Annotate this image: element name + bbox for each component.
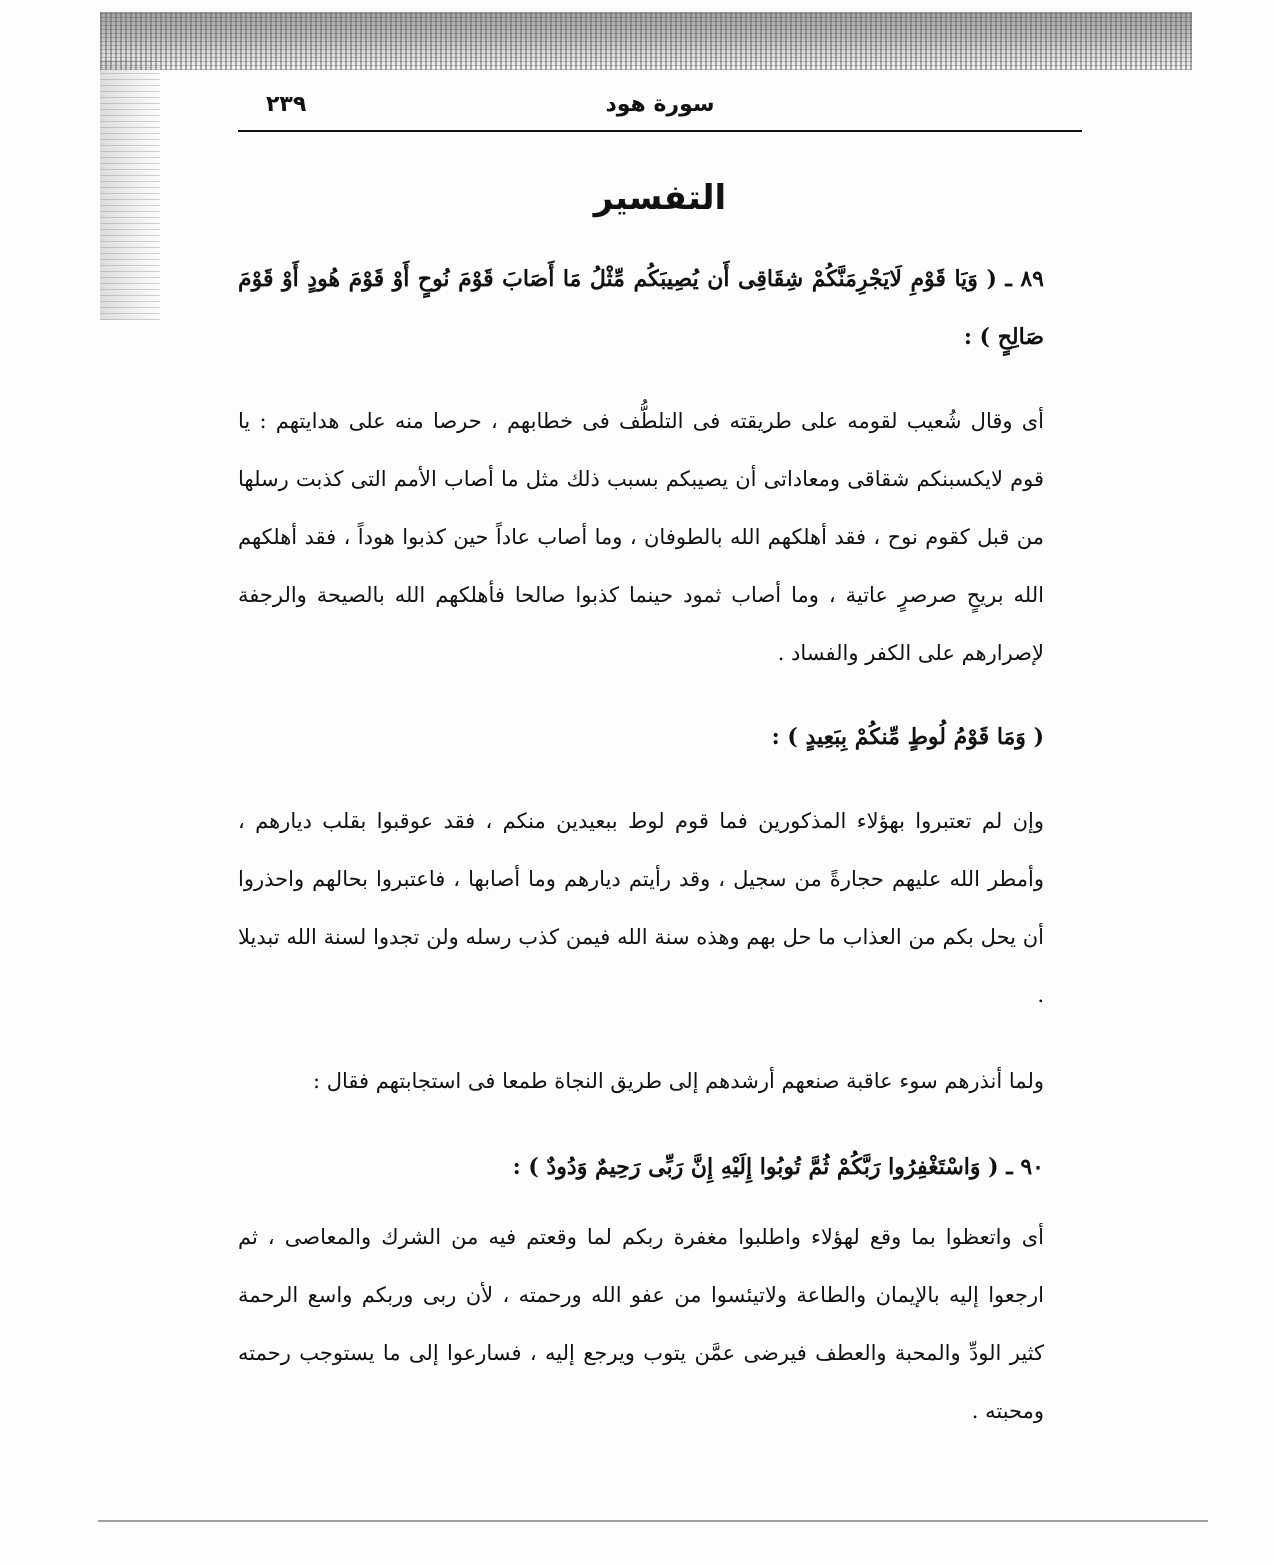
- verse-90: ٩٠ ـ ( وَاسْتَغْفِرُوا رَبَّكُمْ ثُمَّ تُوبُوا إِلَيْهِ إِنَّ رَبِّى رَحِيمٌ وَدُودٌ ) :: [512, 1154, 1044, 1180]
- paragraph-commentary-lut: وإن لم تعتبروا بهؤلاء المذكورين فما قوم لوط ببعيدين منكم ، فقد عوقبوا بقلب ديارهم ، وأمطر الله عليهم حجارةً من سجيل ، وقد رأيتم ديارهم وما أصابها ، فاعتبروا بحالهم واحذروا أن يحل بكم من العذاب ما حل بهم وهذه سنة الله فيمن كذب رسله ولن تجدوا لسنة الله تبديلا .: [238, 809, 1044, 1007]
- paragraph-commentary-89: أى وقال شُعيب لقومه على طريقته فى التلطُّف فى خطابهم ، حرصا منه على هدايتهم : يا قوم لايكسبنكم شقاقى ومعاداتى أن يصيبكم بسبب ذلك مثل ما أصاب الأمم التى كذبت رسلها من قبل كقوم نوح ، فقد أهلكهم الله بالطوفان ، وما أصاب عاداً حين كذبوا هوداً ، فقد أهلكهم الله بريحٍ صرصرٍ عاتية ، وما أصاب ثمود حينما كذبوا صالحا فأهلكهم الله بالصيحة والرجفة لإصرارهم على الكفر والفساد .: [238, 409, 1044, 665]
- verse-lut: ( وَمَا قَوْمُ لُوطٍ مِّنكُمْ بِبَعِيدٍ ) :: [771, 724, 1044, 750]
- scan-noise-top: [100, 12, 1192, 70]
- scan-noise-left: [100, 60, 160, 320]
- page-header: [238, 92, 1082, 132]
- paragraph-commentary-90: أى واتعظوا بما وقع لهؤلاء واطلبوا مغفرة ربكم لما وقعتم فيه من الشرك والمعاصى ، ثم ارجعوا إليه بالإيمان والطاعة ولاتيئسوا من عفو الله ورحمته ، لأن ربى وربكم واسع الرحمة كثير الودِّ والمحبة والعطف فيرضى عمَّن يتوب ويرجع إليه ، فسارعوا إلى ما يستوجب رحمته ومحبته .: [238, 1225, 1044, 1423]
- section-title: التفسير: [593, 178, 727, 218]
- page-number: ٢٣٩: [266, 92, 307, 117]
- verse-89: ٨٩ ـ ( وَيَا قَوْمِ لَايَجْرِمَنَّكُمْ شِقَاقِى أَن يُصِيبَكُم مِّثْلُ مَا أَصَابَ قَوْمَ نُوحٍ أَوْ قَوْمَ هُودٍ أَوْ قَوْمَ صَالِحٍ ) :: [238, 266, 1044, 350]
- paragraph-transition: ولما أنذرهم سوء عاقبة صنعهم أرشدهم إلى طريق النجاة طمعا فى استجابتهم فقال :: [312, 1069, 1044, 1093]
- running-title: سورة هود: [605, 92, 715, 117]
- scan-edge-bottom: [98, 1520, 1208, 1522]
